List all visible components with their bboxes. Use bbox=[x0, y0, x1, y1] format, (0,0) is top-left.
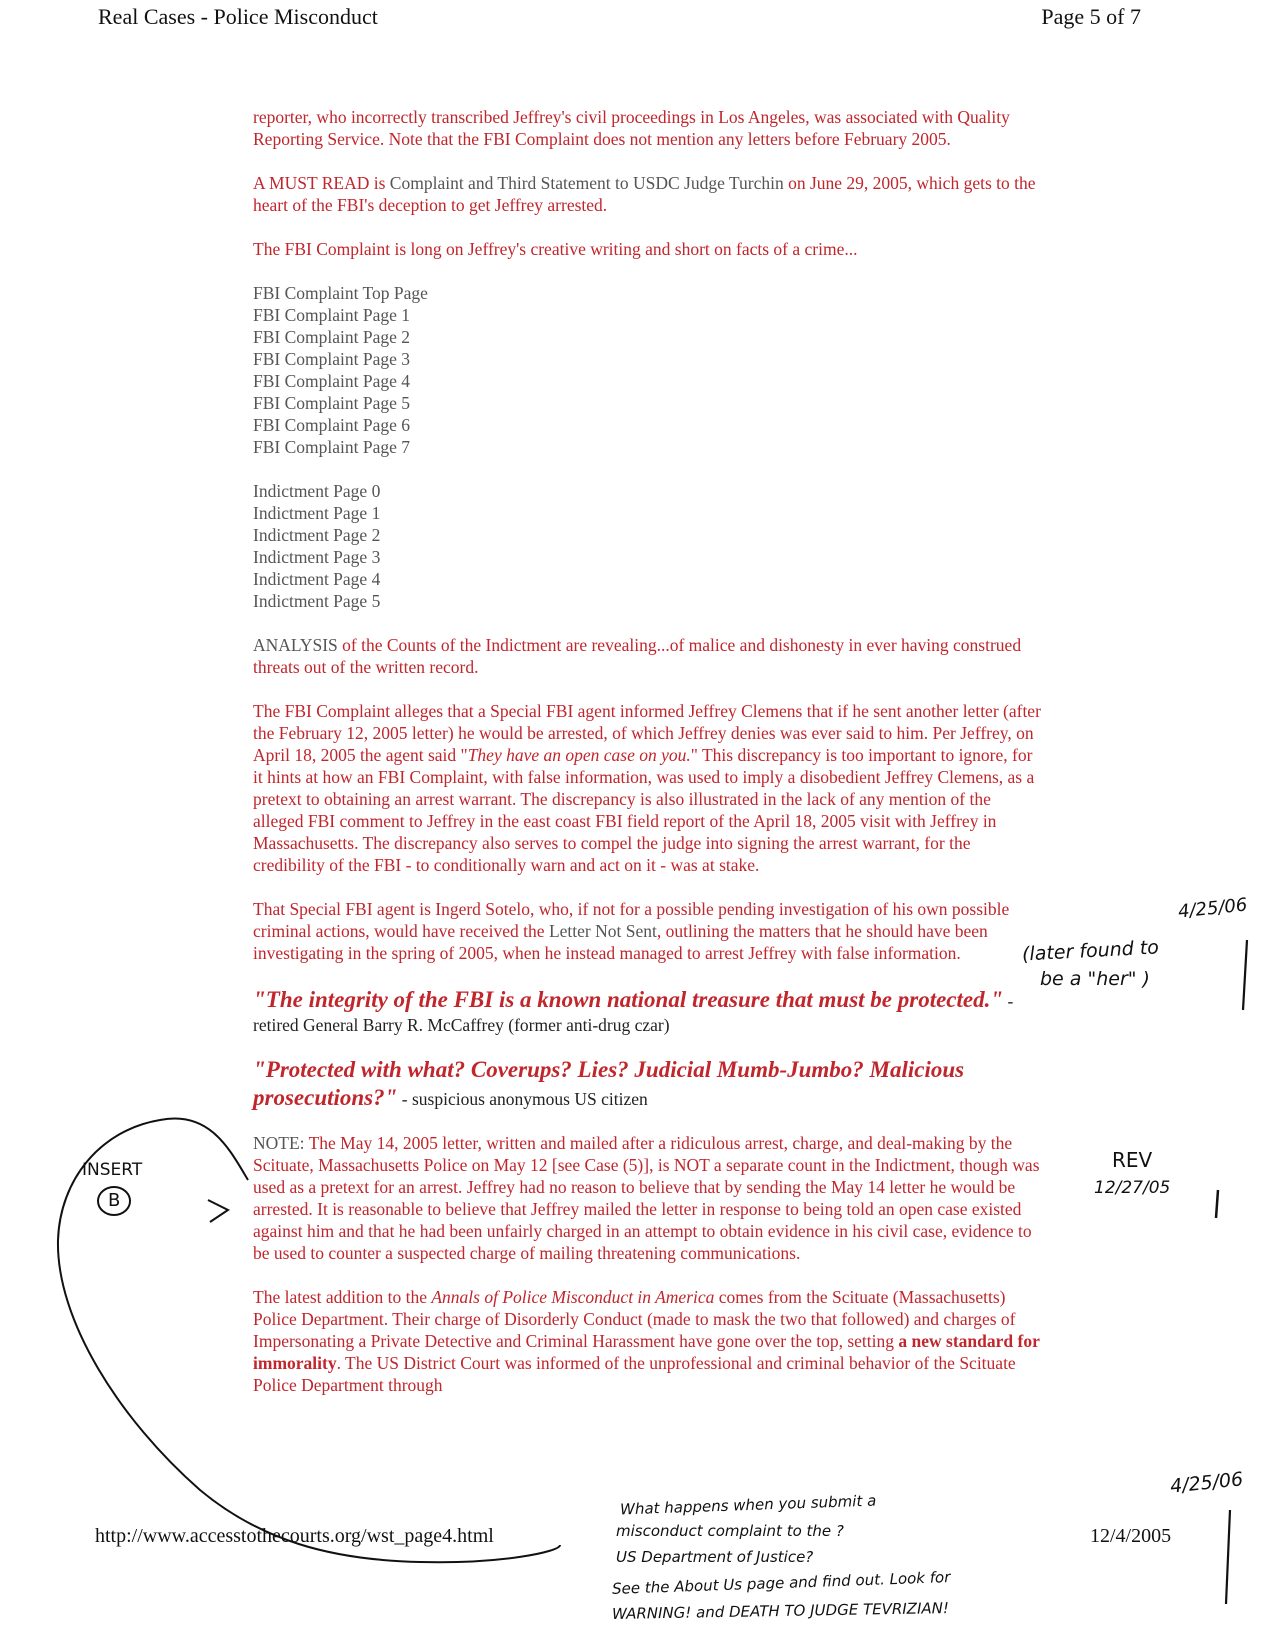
paragraph-note bbox=[253, 1132, 1043, 1264]
agent-part1: That Special FBI agent is Ingerd Sotelo, who, if not for a possible pending investigation of his own possible criminal actions, would have received the bbox=[253, 899, 1010, 941]
allegation-part2: " This discrepancy is too important to ignore, for it hints at how an FBI Complaint, with false information, was used to imply a disobedient Jeffrey Clemens, as a pretext to obtaining an arrest warrant. The discrepancy is also illustrated in the lack of any mention of the alleged FBI comment to Jeffrey in the east coast FBI field report of the April 18, 2005 visit with Jeffrey in Massachusetts. The discrepancy also serves to compel the judge into signing the arrest warrant, for the credibility of the FBI - to conditionally warn and act on it - was at stake. bbox=[253, 745, 1035, 875]
must-read-tail: on June 29, 2005, which gets to the heart of the FBI's deception to get Jeffrey arrested. bbox=[253, 173, 1036, 215]
page-indicator: Page 5 of 7 bbox=[1041, 4, 1141, 29]
allegation-quote: They have an open case on you. bbox=[467, 745, 691, 765]
allegation-part1: The FBI Complaint alleges that a Special FBI agent informed Jeffrey Clemens that if he sent another letter (after the February 12, 2005 letter) he would be arrested, of which Jeffrey denies was ever said to him. Per Jeffrey, on April 18, 2005 the agent said " bbox=[253, 701, 1041, 765]
vertical-mark bbox=[1216, 1190, 1218, 1218]
fbi-complaint-link[interactable]: FBI Complaint Page 1 bbox=[253, 305, 411, 325]
handwritten-date-1: 4/25/06 bbox=[1177, 894, 1249, 923]
annals-part3: . The US District Court was informed of the unprofessional and criminal behavior of the Scituate Police Department through bbox=[253, 1353, 1016, 1395]
paragraph-reporter: reporter, who incorrectly transcribed Jeffrey's civil proceedings in Los Angeles, was associated with Quality Reporting Service. Note that the FBI Complaint does not mention any letters before February 2005. bbox=[253, 107, 1010, 149]
paragraph-fbi-complaint: The FBI Complaint is long on Jeffrey's creative writing and short on facts of a crime... bbox=[253, 239, 858, 259]
fbi-complaint-link[interactable]: FBI Complaint Page 5 bbox=[253, 393, 411, 413]
footer-url: http://www.accesstothecourts.org/wst_page4.html bbox=[95, 1525, 494, 1547]
complaint-statement-link[interactable]: Complaint and Third Statement to USDC Judge Turchin bbox=[389, 173, 784, 193]
handwritten-insert: INSERT bbox=[82, 1160, 143, 1180]
agent-part2: , outlining the matters that he should have been investigating in the spring of 2005, when he instead managed to arrest Jeffrey with false information. bbox=[253, 921, 988, 963]
annals-part2: comes from the Scituate (Massachusetts) Police Department. Their charge of Disorderly Conduct (made to mask the two that followed) and charges of Impersonating a Private Detective and Criminal Harassment have gone over the top, setting bbox=[253, 1287, 1016, 1351]
indictment-link[interactable]: Indictment Page 1 bbox=[253, 503, 381, 523]
fbi-complaint-link[interactable]: FBI Complaint Page 4 bbox=[253, 371, 411, 391]
quote-citizen bbox=[253, 1056, 1043, 1112]
paragraph-fbi-allegation bbox=[253, 700, 1043, 876]
handwritten-rev: REV bbox=[1112, 1148, 1153, 1172]
paragraph-annals bbox=[253, 1286, 1043, 1396]
indictment-link[interactable]: Indictment Page 4 bbox=[253, 569, 381, 589]
annals-part1: The latest addition to the bbox=[253, 1287, 432, 1307]
quote-attribution: - suspicious anonymous US citizen bbox=[397, 1089, 648, 1109]
must-read-lead: A MUST READ is bbox=[253, 173, 390, 193]
handwritten-note-line2: misconduct complaint to the ? bbox=[616, 1522, 844, 1540]
quote-attribution: - retired General Barry R. McCaffrey (former anti-drug czar) bbox=[253, 991, 1014, 1035]
letter-not-sent-link[interactable]: Letter Not Sent bbox=[548, 921, 657, 941]
quote-text: "Protected with what? Coverups? Lies? Judicial Mumb-Jumbo? Malicious prosecutions?" bbox=[253, 1057, 965, 1110]
analysis-tail: of the Counts of the Indictment are revealing...of malice and dishonesty in ever having construed threats out of the written record. bbox=[253, 635, 1022, 677]
handwritten-note-line5: WARNING! and DEATH TO JUDGE TEVRIZIAN! bbox=[611, 1599, 950, 1623]
handwritten-rev-date: 12/27/05 bbox=[1094, 1178, 1171, 1198]
indictment-link[interactable]: Indictment Page 0 bbox=[253, 481, 381, 501]
indictment-link[interactable]: Indictment Page 2 bbox=[253, 525, 381, 545]
paragraph-analysis bbox=[253, 634, 1043, 678]
fbi-complaint-link[interactable]: FBI Complaint Page 6 bbox=[253, 415, 411, 435]
annals-bold: a new standard for immorality bbox=[253, 1331, 1040, 1373]
handwritten-note-line3: US Department of Justice? bbox=[616, 1548, 814, 1566]
handwritten-later-found: (later found to bbox=[1021, 936, 1160, 966]
indictment-links bbox=[253, 480, 1043, 612]
fbi-complaint-link[interactable]: FBI Complaint Page 3 bbox=[253, 349, 411, 369]
fbi-complaint-link[interactable]: FBI Complaint Top Page bbox=[253, 283, 428, 303]
handwritten-note-line4: See the About Us page and find out. Look for bbox=[611, 1568, 951, 1598]
paragraph-must-read bbox=[253, 172, 1043, 216]
handwritten-date-2: 4/25/06 bbox=[1169, 1468, 1245, 1498]
quote-text: "The integrity of the FBI is a known national treasure that must be protected." bbox=[253, 987, 1004, 1012]
quote-mccaffrey bbox=[253, 986, 1043, 1036]
paragraph-special-agent bbox=[253, 898, 1043, 964]
handwritten-be-a-her: be a "her" ) bbox=[1040, 968, 1150, 990]
annals-title: Annals of Police Misconduct in America bbox=[431, 1287, 715, 1307]
page-header-title: Real Cases - Police Misconduct bbox=[98, 4, 378, 29]
note-link[interactable]: NOTE: bbox=[253, 1133, 305, 1153]
vertical-mark bbox=[1226, 1510, 1230, 1604]
handwritten-note-line1: What happens when you submit a bbox=[619, 1491, 877, 1519]
document-body bbox=[253, 106, 1043, 1418]
footer-date: 12/4/2005 bbox=[1090, 1525, 1172, 1547]
fbi-complaint-link[interactable]: FBI Complaint Page 2 bbox=[253, 327, 411, 347]
vertical-mark bbox=[1243, 940, 1247, 1010]
fbi-complaint-link[interactable]: FBI Complaint Page 7 bbox=[253, 437, 411, 457]
note-text: The May 14, 2005 letter, written and mailed after a ridiculous arrest, charge, and deal-making by the Scituate, Massachusetts Police on May 12 [see Case (5)], is NOT a separate count in the Indictment, though was used as a pretext for an arrest. Jeffrey had no reason to believe that by sending the May 14 letter he would be arrested. It is reasonable to believe that Jeffrey mailed the letter in response to being told an open case existed against him and that he had been unfairly charged in an attempt to obtain evidence in his civil case, evidence to be used to counter a suspected charge of mailing threatening communications. bbox=[253, 1133, 1040, 1263]
handwritten-insert-letter: B bbox=[108, 1190, 121, 1211]
analysis-link[interactable]: ANALYSIS bbox=[253, 635, 338, 655]
caret-mark bbox=[208, 1200, 228, 1222]
indictment-link[interactable]: Indictment Page 5 bbox=[253, 591, 381, 611]
indictment-link[interactable]: Indictment Page 3 bbox=[253, 547, 381, 567]
fbi-complaint-links bbox=[253, 282, 1043, 458]
